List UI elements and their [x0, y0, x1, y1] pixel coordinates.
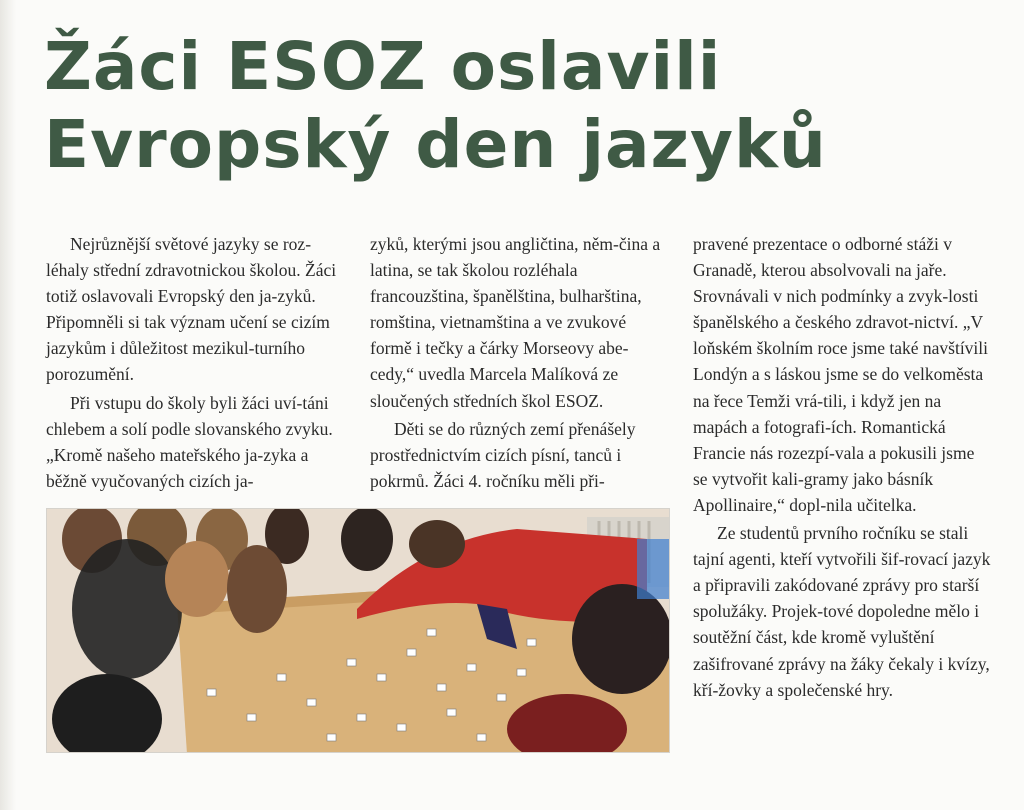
paragraph: Děti se do různých zemí přenášely prostřednictvím cizích písní, tanců i pokrmů. Žáci 4. ročníku měli při-	[370, 418, 636, 491]
article-headline	[44, 28, 1004, 184]
page-edge-shadow	[0, 0, 16, 810]
headline-line-1: Žáci ESOZ oslavili	[44, 28, 722, 105]
headline-line-2: Evropský den jazyků	[44, 106, 827, 183]
article-column-2	[370, 231, 670, 494]
paragraph: Ze studentů prvního ročníku se stali tajní agenti, kteří vytvořili šif-rovací jazyk a připravili zakódované zprávy pro starší spolužáky. Projek-tové dopoledne mělo i soutěžní část, kde kromě vyluštění zašifrované zprávy na žáky čekaly i kvízy, kří-žovky a společenské hry.	[693, 523, 991, 700]
article-column-3	[693, 231, 993, 703]
students-at-table-photo	[47, 509, 670, 753]
paragraph: zyků, kterými jsou angličtina, něm-čina a latina, se tak školou rozléhala francouzština, španělština, bulharština, romština, vietnamština a ve zvukové formě i tečky a čárky Morseovy abe-cedy,“ uvedla Marcela Malíková ze sloučených středních škol ESOZ.	[370, 234, 661, 411]
paragraph: pravené prezentace o odborné stáži v Granadě, kterou absolvovali na jaře. Srovnávali v nich podmínky a zvyk-losti španělského a českého zdravot-nictví. „V loňském školním roce jsme také navštívili Londýn a s láskou jsme se do velkoměsta na řece Temži vrá-tili, i když jen na mapách a fotografi-ích. Romantická Francie nás rozezpí-vala a pokusili jsme se vytvořit kali-gramy jako básník Apollinaire,“ dopl-nila učitelka.	[693, 234, 989, 515]
article-photo	[46, 508, 670, 753]
paragraph: Nejrůznější světové jazyky se roz-léhaly střední zdravotnickou školou. Žáci totiž oslavovali Evropský den ja-zyků. Připomněli si tak význam učení se cizím jazykům i důležitost mezikul-turního porozumění.	[46, 234, 337, 385]
article-column-1	[46, 231, 344, 494]
paragraph: Při vstupu do školy byli žáci uví-táni chlebem a solí podle slovanského zvyku. „Kromě našeho mateřského ja-zyka a běžně vyučovaných cizích ja-	[46, 392, 333, 491]
